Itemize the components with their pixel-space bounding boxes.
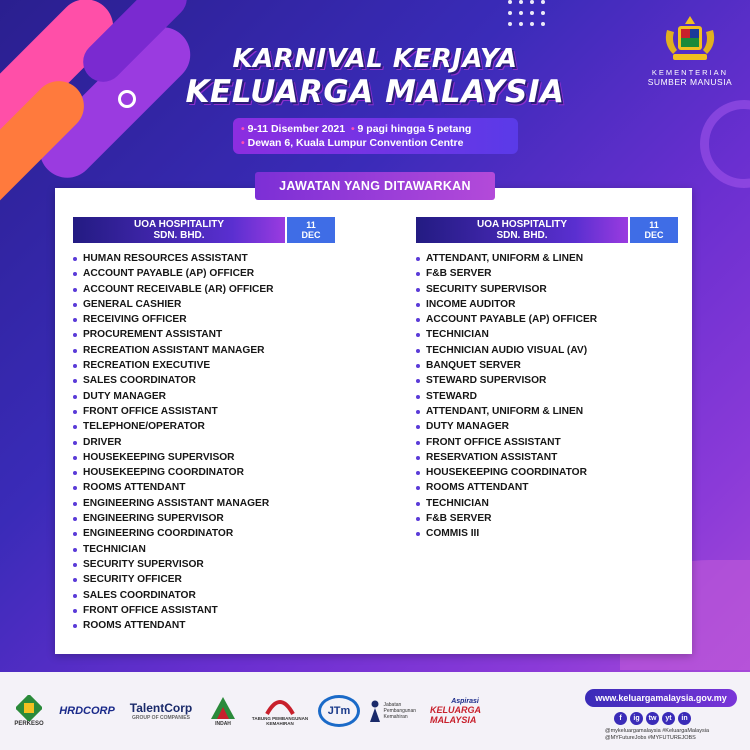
job-item xyxy=(73,312,274,327)
bullet-icon xyxy=(416,456,420,460)
job-item xyxy=(73,465,274,480)
bullet-icon xyxy=(416,333,420,337)
job-item xyxy=(73,480,274,495)
job-item xyxy=(73,251,274,266)
bullet-icon xyxy=(416,379,420,383)
talentcorp-logo: TalentCorp GROUP OF COMPANIES xyxy=(129,701,193,721)
job-title: INCOME AUDITOR xyxy=(426,298,516,310)
job-title: FRONT OFFICE ASSISTANT xyxy=(426,436,561,448)
bullet-icon xyxy=(416,517,420,521)
indah-logo: INDAH xyxy=(204,695,242,727)
bullet-icon xyxy=(73,486,77,490)
website-link[interactable]: www.keluargamalaysia.gov.my xyxy=(585,689,737,707)
job-item xyxy=(73,358,274,373)
title-line-2: KELUARGA MALAYSIA xyxy=(185,74,565,110)
section-title: JAWATAN YANG DITAWARKAN xyxy=(255,172,495,200)
bullet-icon xyxy=(416,318,420,322)
job-item xyxy=(73,588,274,603)
job-title: HUMAN RESOURCES ASSISTANT xyxy=(83,253,248,264)
bullet-icon xyxy=(73,563,77,567)
job-list-right xyxy=(416,251,597,542)
job-title: TECHNICIAN xyxy=(426,497,489,509)
job-item xyxy=(73,389,274,404)
company-header-left xyxy=(73,217,335,243)
facebook-icon[interactable]: f xyxy=(614,712,627,725)
bullet-icon xyxy=(416,486,420,490)
job-title: SECURITY SUPERVISOR xyxy=(83,558,204,570)
bullet-icon xyxy=(416,410,420,414)
job-title: PROCUREMENT ASSISTANT xyxy=(83,329,223,341)
bullet-icon xyxy=(73,425,77,429)
partner-logos xyxy=(10,686,500,736)
bullet-icon xyxy=(416,349,420,353)
bullet-icon: • xyxy=(241,123,245,135)
job-title: ROOMS ATTENDANT xyxy=(426,482,529,494)
job-item xyxy=(73,526,274,541)
hashtags: @mykeluargamalaysia #KeluargaMalaysia @MYFutureJobs #MYFUTUREJOBS xyxy=(605,728,710,741)
company-name: UOA HOSPITALITY SDN. BHD. xyxy=(73,217,285,243)
job-item xyxy=(73,373,274,388)
job-title: TECHNICIAN xyxy=(426,329,489,341)
job-title: ACCOUNT RECEIVABLE (AR) OFFICER xyxy=(83,283,274,295)
job-item xyxy=(416,465,597,480)
ministry-logo xyxy=(640,14,740,87)
job-item xyxy=(416,526,597,541)
bullet-icon xyxy=(416,272,420,276)
company-name: UOA HOSPITALITY SDN. BHD. xyxy=(416,217,628,243)
job-item xyxy=(73,435,274,450)
job-item xyxy=(416,389,597,404)
job-title: STEWARD SUPERVISOR xyxy=(426,375,547,387)
bullet-icon xyxy=(73,502,77,506)
job-title: SECURITY OFFICER xyxy=(83,574,182,586)
bullet-icon xyxy=(73,379,77,383)
bullet-icon xyxy=(416,532,420,536)
bullet-icon xyxy=(73,288,77,292)
social-icons xyxy=(614,712,691,725)
bullet-icon xyxy=(416,425,420,429)
twitter-icon[interactable]: tw xyxy=(646,712,659,725)
job-item xyxy=(73,618,274,633)
decor-dot-grid xyxy=(508,0,545,26)
bullet-icon xyxy=(73,532,77,536)
bullet-icon xyxy=(73,517,77,521)
bullet-icon xyxy=(73,333,77,337)
job-item xyxy=(416,450,597,465)
title-line-1: KARNIVAL KERJAYA xyxy=(232,44,518,74)
job-item xyxy=(416,343,597,358)
bullet-icon xyxy=(416,441,420,445)
job-title: COMMIS III xyxy=(426,528,480,540)
bullet-icon xyxy=(73,349,77,353)
job-item xyxy=(416,312,597,327)
bullet-icon xyxy=(73,318,77,322)
job-title: DUTY MANAGER xyxy=(426,421,510,433)
job-title: RECEIVING OFFICER xyxy=(83,314,187,326)
event-info-box xyxy=(233,118,518,154)
job-item xyxy=(416,511,597,526)
job-title: DRIVER xyxy=(83,436,122,448)
date-badge: 11 DEC xyxy=(287,217,335,243)
job-title: SALES COORDINATOR xyxy=(83,589,196,601)
job-title: F&B SERVER xyxy=(426,268,492,280)
bullet-icon xyxy=(416,502,420,506)
bullet-icon xyxy=(416,395,420,399)
job-item xyxy=(73,603,274,618)
perkeso-logo: PERKESO xyxy=(10,695,48,727)
job-title: ROOMS ATTENDANT xyxy=(83,620,186,632)
job-title: STEWARD xyxy=(426,390,477,402)
job-title: TECHNICIAN AUDIO VISUAL (AV) xyxy=(426,344,588,356)
bullet-icon xyxy=(73,441,77,445)
job-title: ATTENDANT, UNIFORM & LINEN xyxy=(426,405,584,417)
job-title: FRONT OFFICE ASSISTANT xyxy=(83,405,218,417)
job-item xyxy=(416,282,597,297)
jabatan-pembangunan-kemahiran-logo: Jabatan Pembangunan Kemahiran xyxy=(368,700,422,722)
bullet-icon xyxy=(73,364,77,368)
job-item xyxy=(416,496,597,511)
bullet-icon xyxy=(416,303,420,307)
job-item xyxy=(416,358,597,373)
job-title: FRONT OFFICE ASSISTANT xyxy=(83,604,218,616)
decor-circle-right xyxy=(700,100,750,188)
job-item xyxy=(416,435,597,450)
tabung-pembangunan-kemahiran-logo: TABUNG PEMBANGUNAN KEMAHIRAN xyxy=(250,696,310,726)
event-date: 9-11 Disember 2021 xyxy=(247,123,346,135)
job-title: F&B SERVER xyxy=(426,513,492,525)
job-item xyxy=(73,327,274,342)
job-title: RESERVATION ASSISTANT xyxy=(426,451,558,463)
job-item xyxy=(416,404,597,419)
company-header-right xyxy=(416,217,678,243)
job-title: ACCOUNT PAYABLE (AP) OFFICER xyxy=(426,314,598,326)
job-title: ATTENDANT, UNIFORM & LINEN xyxy=(426,253,584,264)
bullet-icon xyxy=(416,288,420,292)
job-item xyxy=(416,327,597,342)
ministry-line-1: KEMENTERIAN xyxy=(651,68,729,77)
job-title: ENGINEERING ASSISTANT MANAGER xyxy=(83,497,270,509)
job-title: ACCOUNT PAYABLE (AP) OFFICER xyxy=(83,268,255,280)
bullet-icon xyxy=(73,609,77,613)
bullet-icon xyxy=(73,257,77,261)
job-title: ENGINEERING COORDINATOR xyxy=(83,528,234,540)
coat-of-arms-icon xyxy=(659,14,721,64)
bullet-icon xyxy=(73,624,77,628)
job-title: GENERAL CASHIER xyxy=(83,298,182,310)
event-title xyxy=(150,44,600,110)
job-item xyxy=(416,419,597,434)
job-title: TECHNICIAN xyxy=(83,543,146,555)
job-title: ROOMS ATTENDANT xyxy=(83,482,186,494)
job-title: SECURITY SUPERVISOR xyxy=(426,283,547,295)
event-time: 9 pagi hingga 5 petang xyxy=(357,123,472,135)
job-item xyxy=(416,266,597,281)
job-title: SALES COORDINATOR xyxy=(83,375,196,387)
bullet-icon: • xyxy=(241,137,245,149)
job-title: HOUSEKEEPING SUPERVISOR xyxy=(83,451,235,463)
job-title: ENGINEERING SUPERVISOR xyxy=(83,513,224,525)
job-item xyxy=(416,297,597,312)
job-item xyxy=(73,511,274,526)
bullet-icon xyxy=(416,471,420,475)
job-item xyxy=(416,251,597,266)
job-item xyxy=(73,266,274,281)
job-item xyxy=(416,480,597,495)
bullet-icon xyxy=(73,395,77,399)
youtube-icon[interactable]: yt xyxy=(662,712,675,725)
bullet-icon xyxy=(73,578,77,582)
bullet-icon xyxy=(73,471,77,475)
job-item xyxy=(73,419,274,434)
bullet-icon xyxy=(73,272,77,276)
linkedin-icon[interactable]: in xyxy=(678,712,691,725)
job-item xyxy=(73,297,274,312)
job-title: HOUSEKEEPING COORDINATOR xyxy=(83,467,244,479)
bullet-icon xyxy=(416,257,420,261)
job-list-left xyxy=(73,251,274,633)
event-venue: Dewan 6, Kuala Lumpur Convention Centre xyxy=(247,137,464,149)
footer xyxy=(0,672,750,750)
job-title: DUTY MANAGER xyxy=(83,390,167,402)
job-item xyxy=(416,373,597,388)
job-item xyxy=(73,450,274,465)
job-title: RECREATION EXECUTIVE xyxy=(83,360,211,372)
job-item xyxy=(73,542,274,557)
bullet-icon xyxy=(73,456,77,460)
job-title: RECREATION ASSISTANT MANAGER xyxy=(83,344,265,356)
job-item xyxy=(73,557,274,572)
keluarga-malaysia-logo: Aspirasi KELUARGA MALAYSIA xyxy=(430,697,481,725)
jtm-logo: JTm xyxy=(318,695,360,727)
bullet-icon xyxy=(73,410,77,414)
job-item xyxy=(73,282,274,297)
hrdcorp-logo: HRDCORP xyxy=(59,705,115,717)
job-title: HOUSEKEEPING COORDINATOR xyxy=(426,467,587,479)
ministry-line-2: SUMBER MANUSIA xyxy=(647,77,733,87)
job-title: TELEPHONE/OPERATOR xyxy=(83,421,205,433)
job-item xyxy=(73,572,274,587)
date-badge: 11 DEC xyxy=(630,217,678,243)
job-title: BANQUET SERVER xyxy=(426,360,521,372)
bullet-icon: • xyxy=(350,123,355,135)
job-item xyxy=(73,496,274,511)
job-item xyxy=(73,404,274,419)
bullet-icon xyxy=(73,303,77,307)
bullet-icon xyxy=(73,594,77,598)
job-item xyxy=(73,343,274,358)
instagram-icon[interactable]: ig xyxy=(630,712,643,725)
decor-circle-left xyxy=(118,90,136,108)
bullet-icon xyxy=(416,364,420,368)
bullet-icon xyxy=(73,548,77,552)
